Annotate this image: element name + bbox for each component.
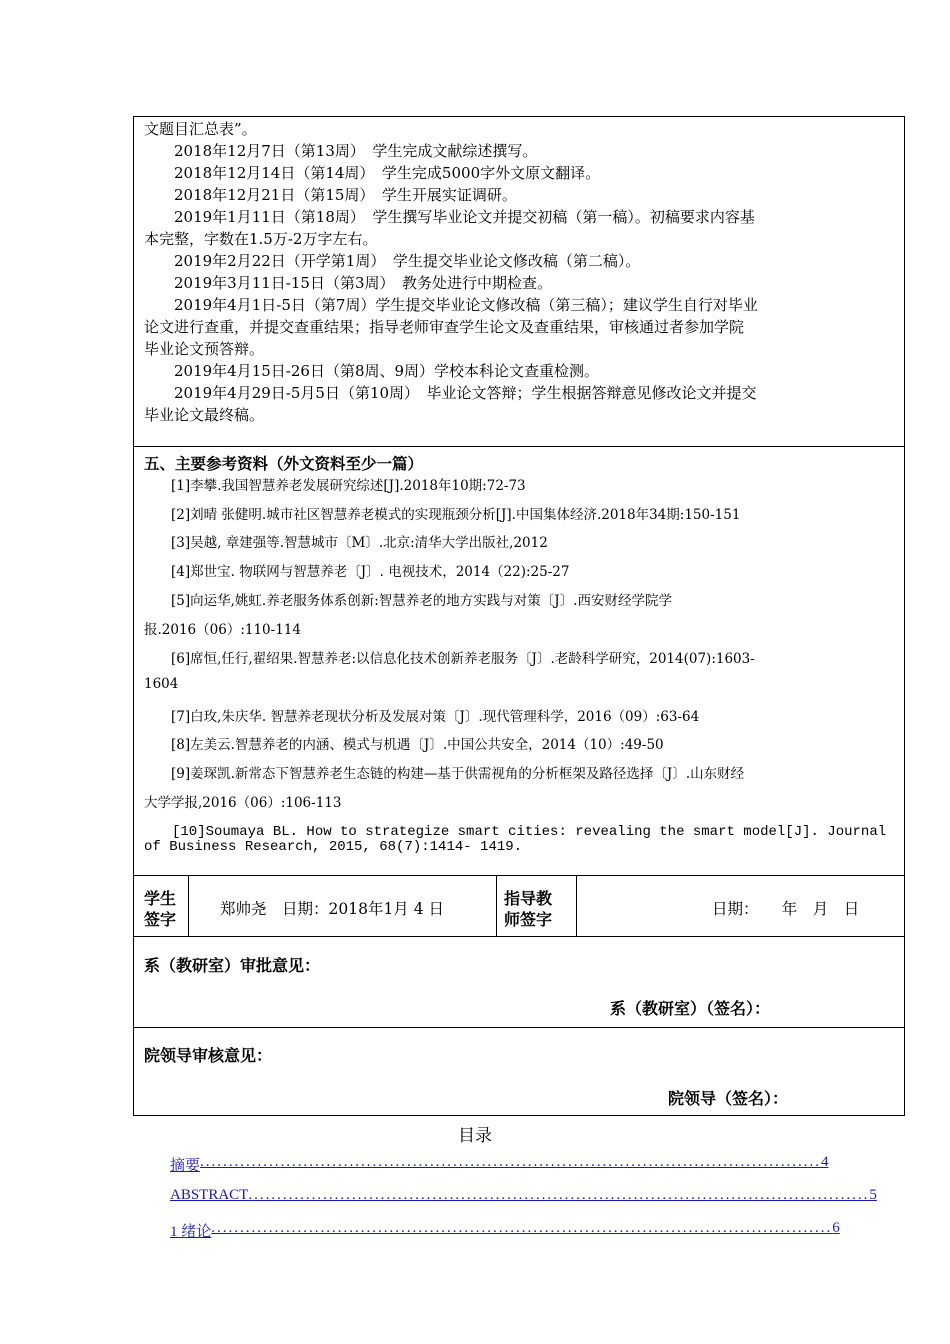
task-form-table [133, 116, 905, 1116]
toc-item-page: 4 [821, 1154, 829, 1170]
schedule-line: 2019年3月11日-15日（第3周） 教务处进行中期检查。 [144, 274, 553, 292]
toc-leader: ............................................................................................................ [248, 1187, 870, 1203]
cell-divider [188, 875, 189, 936]
cell-divider [576, 875, 577, 936]
dean-approval-label: 院领导审核意见： [144, 1046, 273, 1065]
toc-link-abstract-cn[interactable] [170, 1154, 829, 1175]
reference-line: [6]席恒,任行,翟绍果.智慧养老:以信息化技术创新养老服务〔J〕.老龄科学研究，2014(07):1603- [144, 651, 755, 667]
reference-line: [2]刘晴 张健明.城市社区智慧养老模式的实现瓶颈分析[J].中国集体经济.2018年34期:150-151 [144, 507, 741, 523]
reference-line-foreign: of Business Research, 2015, 68(7):1414- 1419. [144, 839, 523, 855]
toc-item-label: 1 绪论 [170, 1224, 212, 1240]
row-divider [134, 1027, 904, 1028]
student-sign-value: 郑帅尧 日期：2018年1月 4 日 [220, 900, 445, 918]
toc-item-label: ABSTRACT [170, 1187, 249, 1203]
reference-line: [1]李攀.我国智慧养老发展研究综述[J].2018年10期:72-73 [144, 478, 526, 494]
schedule-line: 2019年4月1日-5日（第7周）学生提交毕业论文修改稿（第三稿）；建议学生自行对毕业 [144, 296, 758, 314]
reference-line: [5]向运华,姚虹.养老服务体系创新:智慧养老的地方实践与对策〔J〕.西安财经学院学 [144, 593, 672, 609]
advisor-date: 日期： 年 月 日 [712, 900, 860, 918]
reference-line: [9]姜琛凯.新常态下智慧养老生态链的构建—基于供需视角的分析框架及路径选择〔J〕.山东财经 [144, 766, 745, 782]
toc-title: 目录 [458, 1126, 492, 1146]
dean-signature-label: 院领导（签名）： [668, 1089, 789, 1108]
student-sign-label: 学生 [144, 889, 177, 908]
schedule-line: 文题目汇总表”。 [144, 120, 257, 138]
schedule-line: 毕业论文预答辩。 [144, 340, 265, 358]
schedule-line: 2018年12月7日（第13周） 学生完成文献综述撰写。 [144, 142, 538, 160]
schedule-line: 2018年12月21日（第15周） 学生开展实证调研。 [144, 186, 517, 204]
reference-line: [8]左美云.智慧养老的内涵、模式与机遇〔J〕.中国公共安全，2014（10）:49-50 [144, 737, 664, 753]
dept-signature-label: 系（教研室）（签名）： [610, 999, 771, 1018]
toc-link-abstract-en[interactable] [170, 1187, 877, 1204]
schedule-line: 2018年12月14日（第14周） 学生完成5000字外文原文翻译。 [144, 164, 601, 182]
toc-item-page: 5 [869, 1187, 877, 1203]
schedule-line: 本完整，字数在1.5万-2万字左右。 [144, 230, 378, 248]
schedule-line: 2019年4月15日-26日（第8周、9周）学校本科论文查重检测。 [144, 362, 600, 380]
schedule-line: 2019年1月11日（第18周） 学生撰写毕业论文并提交初稿（第一稿）。初稿要求内容基 [144, 208, 755, 226]
reference-line: [3]吴越, 章建强等.智慧城市〔M〕.北京:清华大学出版社,2012 [144, 535, 548, 551]
references-title: 五、主要参考资料（外文资料至少一篇） [144, 455, 424, 473]
student-sign-label: 签字 [144, 910, 177, 929]
reference-line: 大学学报,2016（06）:106-113 [144, 795, 342, 811]
schedule-line: 2019年2月22日（开学第1周） 学生提交毕业论文修改稿（第二稿）。 [144, 252, 641, 270]
toc-item-page: 6 [832, 1220, 840, 1236]
schedule-line: 论文进行查重，并提交查重结果；指导老师审查学生论文及查重结果，审核通过者参加学院 [144, 318, 745, 336]
reference-line: [7]白玫,朱庆华. 智慧养老现状分析及发展对策〔J〕.现代管理科学，2016（09）:63-64 [144, 709, 700, 725]
cell-divider [496, 875, 497, 936]
reference-line: 报.2016（06）:110-114 [144, 622, 301, 638]
row-divider [134, 875, 904, 876]
advisor-sign-label: 师签字 [504, 910, 553, 929]
toc-leader: ............................................................................................................ [211, 1220, 833, 1236]
row-divider [134, 446, 904, 447]
dept-approval-label: 系（教研室）审批意见： [144, 956, 321, 975]
toc-leader: ............................................................................................................ [200, 1154, 822, 1170]
schedule-line: 2019年4月29日-5月5日（第10周） 毕业论文答辩；学生根据答辩意见修改论文并提交 [144, 384, 757, 402]
reference-line-foreign: [10]Soumaya BL. How to strategize smart cities: revealing the smart model[J]. Journal [144, 824, 887, 840]
toc-item-label: 摘要 [170, 1158, 201, 1174]
schedule-line: 毕业论文最终稿。 [144, 406, 265, 424]
reference-line: [4]郑世宝. 物联网与智慧养老〔J〕. 电视技术，2014（22):25-27 [144, 564, 570, 580]
advisor-sign-label: 指导教 [504, 889, 553, 908]
toc-link-introduction[interactable] [170, 1220, 840, 1241]
reference-line: 1604 [144, 676, 179, 692]
row-divider [134, 936, 904, 937]
